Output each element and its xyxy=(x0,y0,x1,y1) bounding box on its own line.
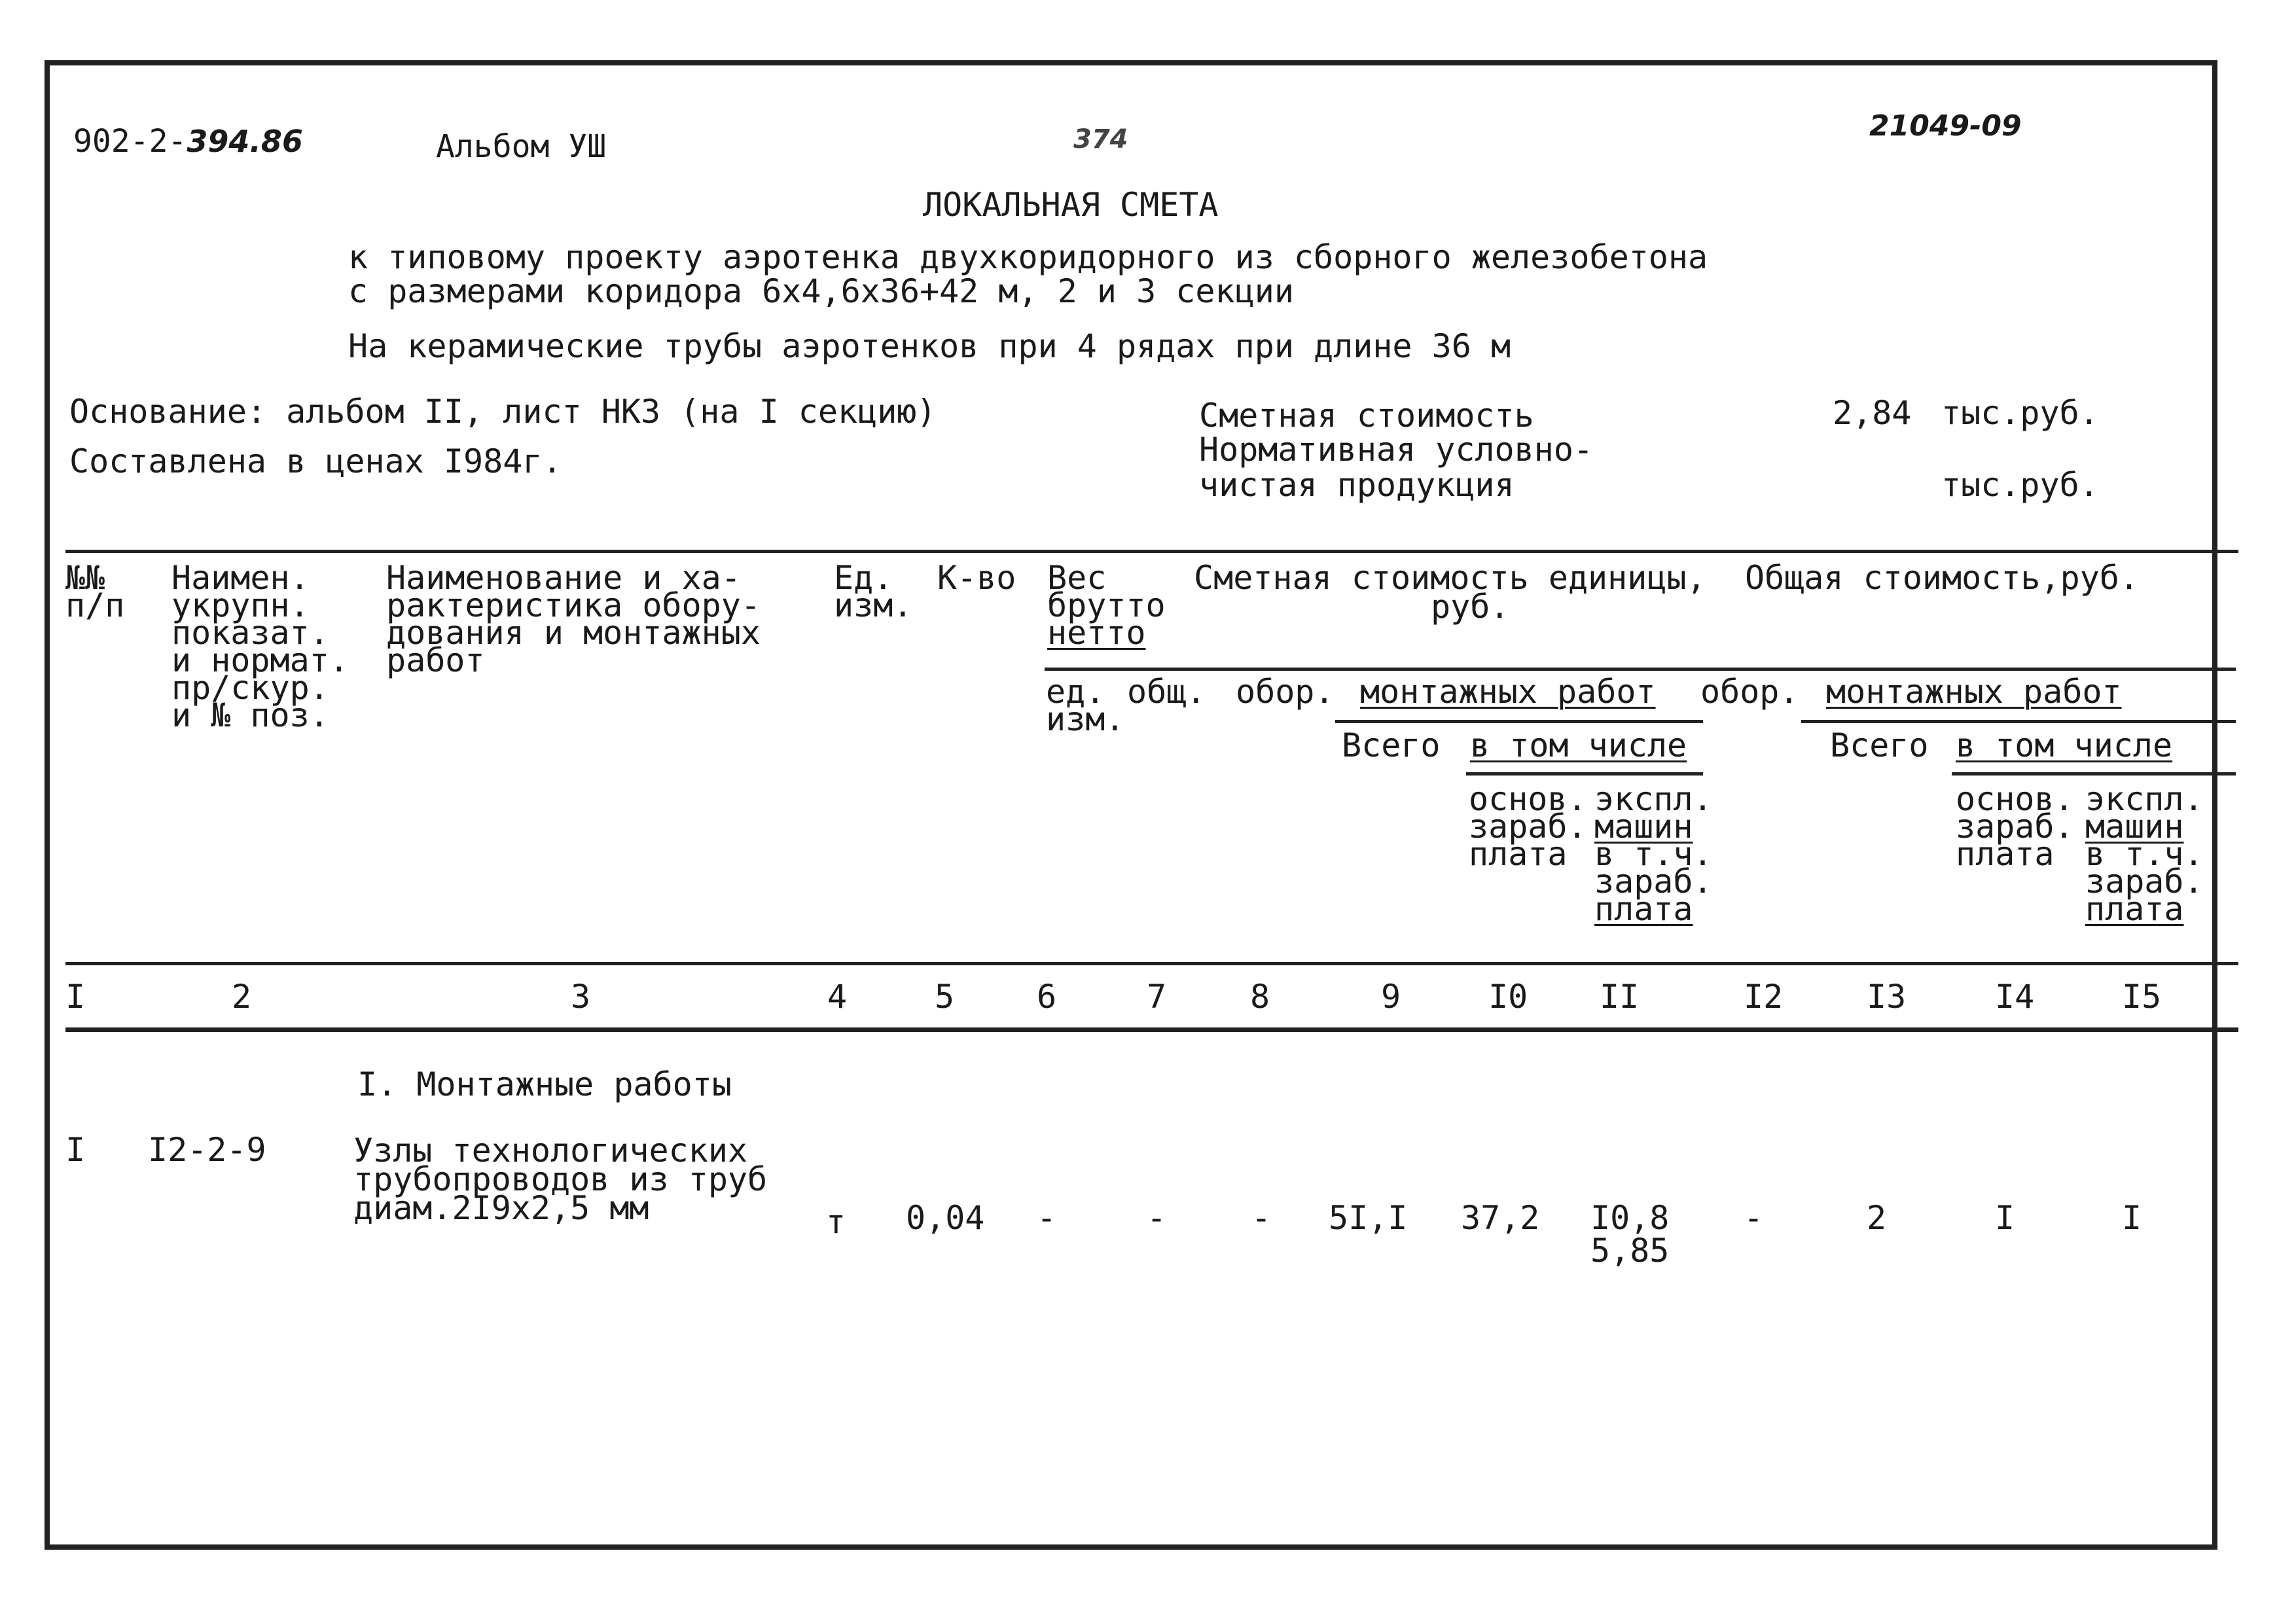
including-rule xyxy=(1466,772,1703,776)
col-num-3: 3 xyxy=(571,978,591,1016)
row-col-11: I0,8 xyxy=(1590,1199,1670,1237)
header-col-number: №№ п/п xyxy=(65,559,125,624)
column-numbers-bottom-rule xyxy=(65,1027,2238,1032)
including-rule-2 xyxy=(1952,772,2236,776)
col-num-15: I5 xyxy=(2122,978,2162,1016)
norm-label-1: Нормативная условно- xyxy=(1199,431,1594,469)
row-col-14: I xyxy=(1995,1199,2015,1237)
header-installation-2: монтажных работ xyxy=(1826,673,2122,711)
header-unit-measure: ед. изм. xyxy=(1046,673,1125,738)
col-num-8: 8 xyxy=(1250,978,1270,1016)
document-heading: ЛОКАЛЬНАЯ СМЕТА xyxy=(923,186,1219,224)
title-line-2: с размерами коридора 6х4,6х36+42 м, 2 и 3 секции xyxy=(348,272,1294,310)
col-num-4: 4 xyxy=(827,978,848,1016)
row-unit: т xyxy=(826,1203,846,1241)
installation-rule xyxy=(1335,720,1703,723)
row-col-11-wage: 5,85 xyxy=(1590,1232,1670,1270)
header-unit-cost-rub: руб. xyxy=(1431,588,1510,626)
header-col-qty: К-во xyxy=(937,559,1016,597)
title-line-1: к типовому проекту аэротенка двухкоридорного из сборного железобетона xyxy=(348,238,1708,276)
row-qty: 0,04 xyxy=(906,1199,985,1237)
col-num-13: I3 xyxy=(1867,978,1907,1016)
col-num-6: 6 xyxy=(1037,978,1057,1016)
header-col-code: Наимен. укрупн. показат. и нормат. пр/скур. и № поз. xyxy=(171,559,349,734)
header-col-unit: Ед. изм. xyxy=(834,559,913,624)
row-col-9: 5I,I xyxy=(1329,1199,1408,1237)
header-all-2: Всего xyxy=(1830,726,1929,764)
row-name: Узлы технологических трубопроводов из труб диам.2I9х2,5 мм xyxy=(353,1132,768,1227)
row-number: I xyxy=(65,1131,86,1169)
cost-label: Сметная стоимость xyxy=(1199,397,1534,435)
header-unit-cost: Сметная стоимость единицы, xyxy=(1194,559,1706,597)
cost-unit: тыс.руб. xyxy=(1941,394,2099,432)
header-including: в том числе xyxy=(1470,726,1687,764)
col-num-9: 9 xyxy=(1381,978,1401,1016)
page-number: 374 xyxy=(1073,124,1128,154)
col-num-7: 7 xyxy=(1147,978,1167,1016)
col-num-14: I4 xyxy=(1995,978,2035,1016)
header-weight: Вес брутто нетто xyxy=(1047,559,1166,652)
row-col-6: - xyxy=(1037,1199,1057,1237)
section-heading: I. Монтажные работы xyxy=(357,1065,732,1103)
header-equipment-2: обор. xyxy=(1700,673,1799,711)
row-col-8: - xyxy=(1251,1199,1272,1237)
header-total-word: общ. xyxy=(1127,673,1206,711)
row-col-15: I xyxy=(2122,1199,2142,1237)
header-all: Всего xyxy=(1342,726,1441,764)
basis: Основание: альбом II, лист НКЗ (на I секцию) xyxy=(69,393,937,431)
prices-year: Составлена в ценах I984г. xyxy=(69,442,562,480)
norm-label-2: чистая продукция xyxy=(1199,466,1515,504)
header-total-cost: Общая стоимость,руб. xyxy=(1745,559,2140,597)
project-code: 902-2-394.86 xyxy=(73,123,303,160)
header-equipment: обор. xyxy=(1236,673,1335,711)
title-line-3: На керамические трубы аэротенков при 4 рядах при длине 36 м xyxy=(348,327,1511,365)
table-top-rule xyxy=(65,550,2238,553)
cost-value: 2,84 xyxy=(1833,394,1912,432)
row-col-13: 2 xyxy=(1867,1199,1887,1237)
header-installation: монтажных работ xyxy=(1360,673,1656,711)
register-number: 21049-09 xyxy=(1869,109,2022,143)
row-col-12: - xyxy=(1744,1199,1764,1237)
row-col-7: - xyxy=(1147,1199,1167,1237)
header-machines-2: экспл. машин в т.ч. зараб. плата xyxy=(2085,780,2204,928)
col-num-12: I2 xyxy=(1744,978,1784,1016)
col-num-2: 2 xyxy=(232,978,252,1016)
row-col-10: 37,2 xyxy=(1461,1199,1540,1237)
header-main-wage-2: основ. зараб. плата xyxy=(1956,780,2074,873)
installation-rule-2 xyxy=(1801,720,2236,723)
row-code: I2-2-9 xyxy=(148,1131,266,1169)
header-col-name: Наименование и ха- рактеристика обору- дования и монтажных работ xyxy=(386,559,761,679)
header-machines: экспл. машин в т.ч. зараб. плата xyxy=(1594,780,1713,928)
group-rule xyxy=(1045,668,2236,671)
header-main-wage: основ. зараб. плата xyxy=(1469,780,1587,873)
col-num-1: I xyxy=(65,978,86,1016)
norm-unit: тыс.руб. xyxy=(1941,466,2099,504)
column-numbers-top-rule xyxy=(65,962,2238,965)
col-num-5: 5 xyxy=(935,978,955,1016)
col-num-10: I0 xyxy=(1488,978,1528,1016)
col-num-11: II xyxy=(1600,978,1640,1016)
album-label: Альбом УШ xyxy=(436,128,607,165)
header-including-2: в том числе xyxy=(1956,726,2173,764)
